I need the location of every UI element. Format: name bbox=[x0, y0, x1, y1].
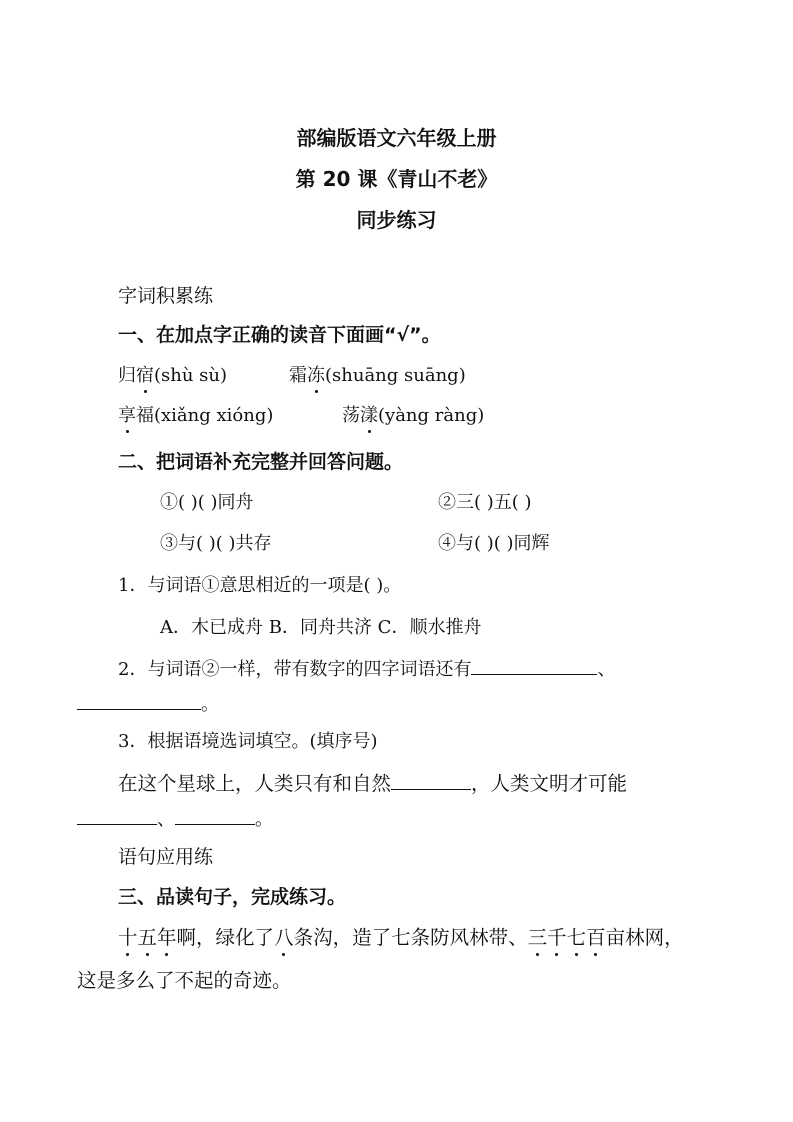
answer-options: A．木已成舟 B．同舟共济 C．顺水推舟 bbox=[160, 617, 482, 638]
item-char: 霜 bbox=[289, 365, 307, 386]
dotted-phrase bbox=[274, 926, 294, 949]
lesson-title: 第 20 课《青山不老》 bbox=[295, 167, 498, 191]
passage-line-2: 这是多么了不起的奇迹。 bbox=[77, 969, 292, 992]
passage-text: 啊，绿化了 bbox=[176, 926, 275, 949]
period: 。 bbox=[255, 809, 273, 830]
dotted-char: 五 bbox=[138, 922, 158, 950]
sub-question-2-continued bbox=[77, 690, 219, 716]
answer-blank[interactable] bbox=[77, 806, 157, 825]
dotted-char: 冻 bbox=[307, 361, 325, 387]
dotted-char: 十 bbox=[118, 922, 138, 950]
fill-in-sentence-continued bbox=[77, 805, 273, 831]
section-heading-sentence: 语句应用练 bbox=[118, 846, 214, 868]
dotted-char: 享 bbox=[118, 401, 136, 427]
dotted-char: 七 bbox=[567, 922, 587, 950]
section-heading-vocabulary: 字词积累练 bbox=[118, 285, 214, 307]
sub-question-2 bbox=[118, 655, 615, 681]
sentence-text-2: ，人类文明才可能 bbox=[471, 772, 628, 795]
dotted-char: 千 bbox=[547, 922, 567, 950]
pinyin-choices: (yàng ràng) bbox=[378, 405, 485, 426]
page-title: 部编版语文六年级上册 bbox=[296, 126, 497, 150]
pronunciation-item-4 bbox=[342, 401, 484, 427]
pinyin-choices: (shuāng suāng) bbox=[325, 365, 466, 386]
answer-blank[interactable] bbox=[471, 656, 597, 675]
answer-blank[interactable] bbox=[77, 691, 201, 710]
dotted-phrase bbox=[528, 926, 606, 949]
dotted-char: 年 bbox=[157, 922, 177, 950]
answer-blank[interactable] bbox=[175, 806, 255, 825]
answer-blank[interactable] bbox=[391, 771, 471, 790]
separator: 、 bbox=[157, 809, 175, 830]
question-1-heading: 一、在加点字正确的读音下面画“√”。 bbox=[118, 324, 441, 346]
item-char: 荡 bbox=[342, 405, 360, 426]
item-char: 福 bbox=[136, 405, 154, 426]
idiom-blank-3: ③与( )( )共存 bbox=[160, 533, 272, 554]
passage-line-1 bbox=[118, 922, 684, 950]
dotted-char: 宿 bbox=[136, 361, 154, 387]
sub-question-3: 3．根据语境选词填空。(填序号) bbox=[118, 731, 378, 752]
pronunciation-item-1 bbox=[118, 361, 227, 387]
dotted-phrase bbox=[118, 926, 177, 949]
dotted-char: 百 bbox=[586, 922, 606, 950]
sentence-text: 在这个星球上，人类只有和自然 bbox=[118, 772, 392, 795]
question-3-heading: 三、品读句子，完成练习。 bbox=[118, 886, 347, 908]
item-char: 归 bbox=[118, 365, 136, 386]
dotted-char: 三 bbox=[528, 922, 548, 950]
period: 。 bbox=[201, 694, 219, 715]
idiom-blank-1: ①( )( )同舟 bbox=[160, 492, 254, 513]
question-2-heading: 二、把词语补充完整并回答问题。 bbox=[118, 451, 404, 473]
pinyin-choices: (shù sù) bbox=[154, 365, 228, 386]
pronunciation-item-2 bbox=[289, 361, 466, 387]
separator: 、 bbox=[597, 659, 616, 680]
idiom-blank-2: ②三( )五( ) bbox=[438, 492, 532, 513]
idiom-blank-4: ④与( )( )同辉 bbox=[438, 533, 550, 554]
passage-text: 亩林网， bbox=[605, 926, 684, 949]
fill-in-sentence bbox=[118, 768, 627, 796]
pronunciation-item-3 bbox=[118, 401, 273, 427]
sub-question-1: 1．与词语①意思相近的一项是( )。 bbox=[118, 575, 402, 596]
pinyin-choices: (xiǎng xióng) bbox=[154, 405, 274, 426]
dotted-char: 八 bbox=[274, 922, 294, 950]
dotted-char: 漾 bbox=[360, 401, 378, 427]
sub-question-2-text: 2．与词语②一样，带有数字的四字词语还有 bbox=[118, 659, 472, 680]
passage-text: 条沟，造了七条防风林带、 bbox=[293, 926, 528, 949]
subtitle: 同步练习 bbox=[356, 208, 437, 232]
